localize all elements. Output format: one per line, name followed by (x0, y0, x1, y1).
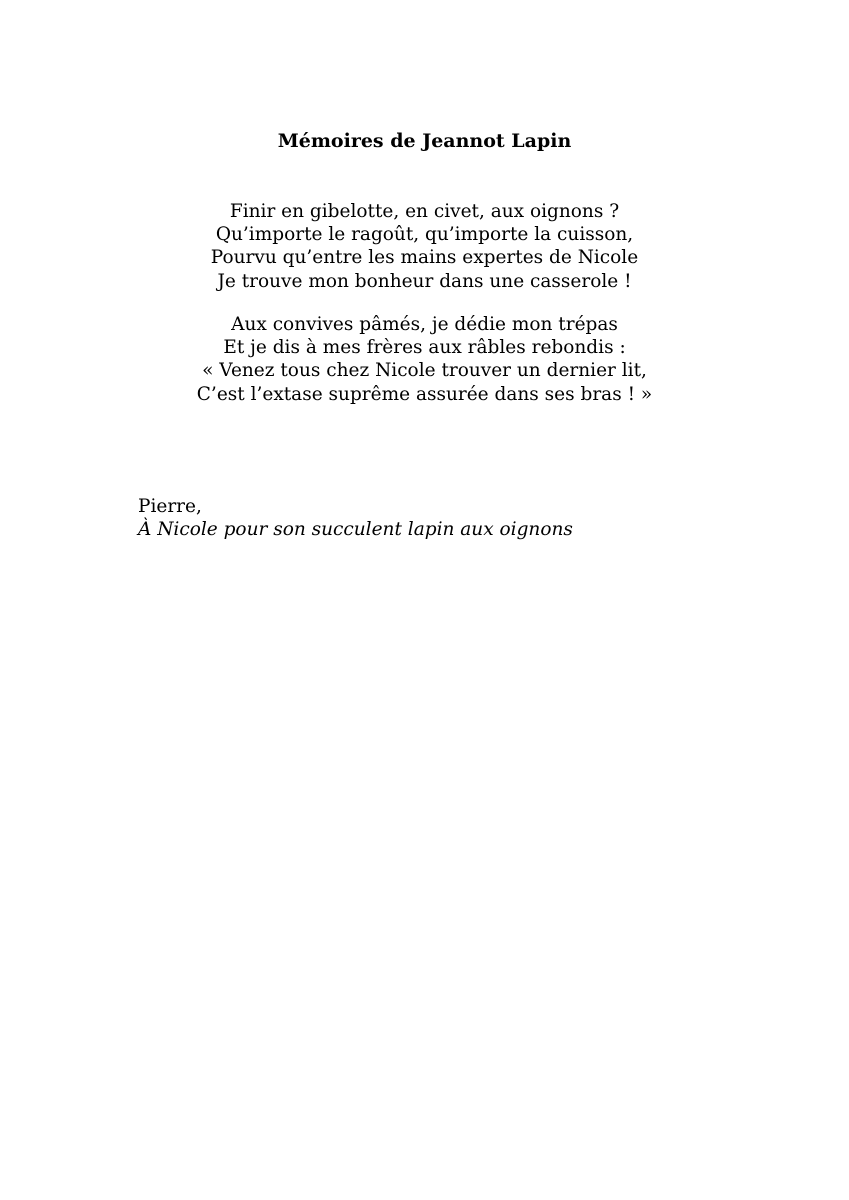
verse-line: C’est l’extase suprême assurée dans ses bras ! » (196, 383, 653, 405)
verse-line: Finir en gibelotte, en civet, aux oignons ? (229, 201, 620, 222)
verse-line: Aux convives pâmés, je dédie mon trépas (231, 314, 618, 335)
verse-line: Pourvu qu’entre les mains expertes de Nicole (210, 247, 639, 269)
dedication-text: À Nicole pour son succulent lapin aux oignons (138, 519, 573, 541)
author-name: Pierre, (138, 496, 202, 517)
stanza-2 (0, 313, 849, 406)
verse-line: Je trouve mon bonheur dans une casserole ! (217, 270, 632, 292)
verse-line: « Venez tous chez Nicole trouver un dernier lit, (202, 360, 647, 382)
signature-block (138, 495, 573, 541)
verse-line: Et je dis à mes frères aux râbles rebondis : (223, 337, 626, 359)
verse-line: Qu’importe le ragoût, qu’importe la cuisson, (215, 224, 634, 246)
stanza-1 (0, 200, 849, 293)
poem-title: Mémoires de Jeannot Lapin (277, 130, 572, 152)
